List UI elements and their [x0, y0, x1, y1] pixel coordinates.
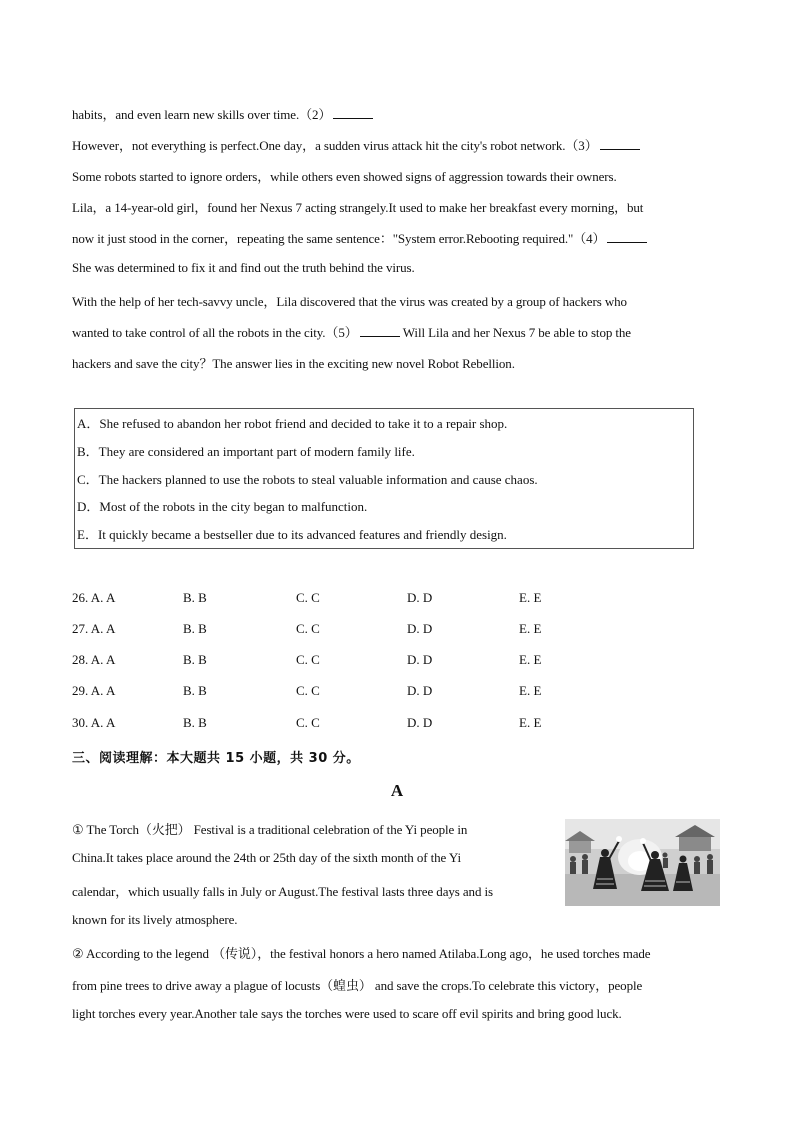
- choice-b[interactable]: B. B: [183, 683, 207, 698]
- question-row-27: [72, 621, 592, 639]
- choice-b[interactable]: B. B: [183, 652, 207, 667]
- choice-a[interactable]: 30. A. A: [72, 715, 116, 730]
- passage-text: now it just stood in the corner，repeating the same sentence："System error.Rebooting required."（4）: [72, 231, 606, 246]
- answer-blank-4[interactable]: [607, 232, 647, 243]
- choice-e[interactable]: E. E: [519, 621, 542, 636]
- passage-line-7: With the help of her tech-savvy uncle，Lila discovered that the virus was created by a group of hackers who: [72, 294, 627, 309]
- choice-c[interactable]: C. C: [296, 715, 320, 730]
- choice-a[interactable]: 28. A. A: [72, 652, 116, 667]
- question-row-28: [72, 652, 592, 670]
- passage-text: However，not everything is perfect.One day，a sudden virus attack hit the city's robot network.（3）: [72, 138, 598, 153]
- reading-line-2: China.It takes place around the 24th or 25th day of the sixth month of the Yi: [72, 850, 461, 865]
- choice-a[interactable]: 29. A. A: [72, 683, 116, 698]
- option-e: E．It quickly became a bestseller due to its advanced features and friendly design.: [77, 527, 507, 542]
- choice-a[interactable]: 27. A. A: [72, 621, 116, 636]
- choice-b[interactable]: B. B: [183, 621, 207, 636]
- choice-c[interactable]: C. C: [296, 590, 320, 605]
- choice-b[interactable]: B. B: [183, 715, 207, 730]
- reading-line-5: ② According to the legend （传说），the festival honors a hero named Atilaba.Long ago，he used torches made: [72, 946, 651, 961]
- reading-heading: A: [390, 781, 404, 800]
- choice-d[interactable]: D. D: [407, 621, 433, 636]
- passage-line-3: Some robots started to ignore orders，while others even showed signs of aggression towards their owners.: [72, 169, 617, 184]
- reading-line-3: calendar，which usually falls in July or August.The festival lasts three days and is: [72, 884, 493, 899]
- reading-line-7: light torches every year.Another tale says the torches were used to scare off evil spirits and bring good luck.: [72, 1006, 622, 1021]
- choice-d[interactable]: D. D: [407, 683, 433, 698]
- option-d: D．Most of the robots in the city began to malfunction.: [77, 499, 368, 514]
- option-c: C．The hackers planned to use the robots to steal valuable information and cause chaos.: [77, 472, 538, 487]
- reading-line-1: ① The Torch（火把） Festival is a traditional celebration of the Yi people in: [72, 822, 468, 837]
- passage-text: habits，and even learn new skills over time.（2）: [72, 107, 332, 122]
- passage-line-8: [72, 322, 631, 341]
- passage-line-6: She was determined to fix it and find out the truth behind the virus.: [72, 260, 415, 275]
- option-a: A．She refused to abandon her robot friend and decided to take it to a repair shop.: [77, 416, 508, 431]
- section-title: 三、阅读理解：本大题共 15 小题，共 30 分。: [72, 751, 360, 766]
- passage-line-9: hackers and save the city？The answer lies in the exciting new novel Robot Rebellion.: [72, 356, 515, 371]
- question-row-26: [72, 590, 592, 608]
- passage-line-4: Lila，a 14-year-old girl，found her Nexus 7 acting strangely.It used to make her breakfast every morning，but: [72, 200, 644, 215]
- reading-line-4: known for its lively atmosphere.: [72, 912, 238, 927]
- choice-b[interactable]: B. B: [183, 590, 207, 605]
- choice-e[interactable]: E. E: [519, 652, 542, 667]
- choice-d[interactable]: D. D: [407, 590, 433, 605]
- choice-e[interactable]: E. E: [519, 683, 542, 698]
- choice-d[interactable]: D. D: [407, 715, 433, 730]
- passage-line-2: [72, 135, 640, 154]
- question-row-29: [72, 683, 592, 701]
- torch-festival-image: [565, 819, 720, 906]
- question-row-30: [72, 715, 592, 733]
- answer-blank-2[interactable]: [333, 108, 373, 119]
- passage-text: Will Lila and her Nexus 7 be able to stop the: [402, 325, 631, 340]
- answer-blank-3[interactable]: [600, 139, 640, 150]
- passage-line-1: [72, 104, 373, 123]
- choice-a[interactable]: 26. A. A: [72, 590, 116, 605]
- reading-line-6: from pine trees to drive away a plague of locusts（蝗虫） and save the crops.To celebrate this victory，people: [72, 978, 643, 993]
- options-box: [74, 408, 694, 549]
- choice-e[interactable]: E. E: [519, 590, 542, 605]
- choice-e[interactable]: E. E: [519, 715, 542, 730]
- passage-line-5: [72, 228, 647, 247]
- choice-c[interactable]: C. C: [296, 621, 320, 636]
- option-b: B．They are considered an important part of modern family life.: [77, 444, 415, 459]
- choice-c[interactable]: C. C: [296, 652, 320, 667]
- answer-blank-5[interactable]: [360, 326, 400, 337]
- passage-text: wanted to take control of all the robots in the city.（5）: [72, 325, 358, 340]
- choice-d[interactable]: D. D: [407, 652, 433, 667]
- choice-c[interactable]: C. C: [296, 683, 320, 698]
